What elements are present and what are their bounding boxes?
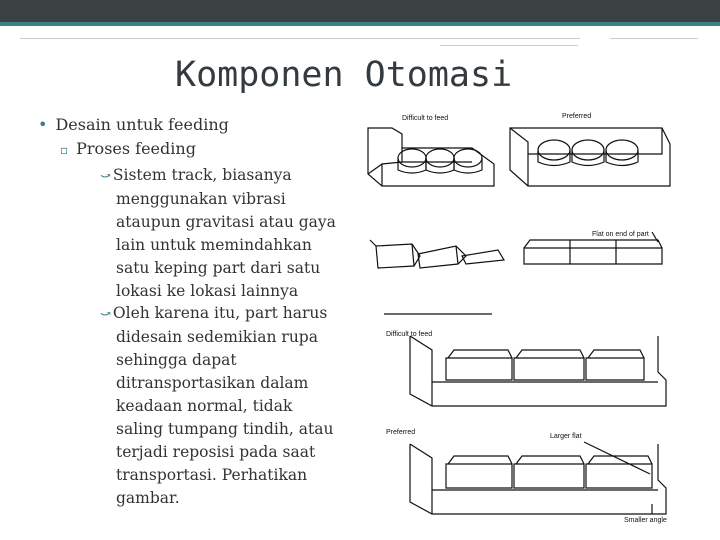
para1-line: lokasi ke lokasi lainnya [116,282,299,300]
para1-line: satu keping part dari satu [116,259,321,277]
label-difficult-bottom: Difficult to feed [386,331,433,338]
bullet2-text: Proses feeding [76,139,196,158]
slide-title: Komponen Otomasi [175,55,513,95]
para2-line: terjadi reposisi pada saat [116,443,316,461]
top-bar [0,0,720,22]
header-line-left [20,38,580,39]
label-preferred-top: Preferred [562,113,592,120]
para2-line: saling tumpang tindih, atau [116,420,334,438]
bullet-dot-icon: • [38,115,48,134]
arrow-bullet-icon: ⤻ [100,169,111,184]
label-smaller-angle: Smaller angle [624,517,667,524]
label-flat-on-end: Flat on end of part [592,231,649,238]
header-line-right [610,38,698,39]
track-flat-parts-difficult [410,336,666,406]
bullet-level2 [60,139,196,158]
para1-line: lain untuk memindahkan [116,236,312,254]
para1-line: ataupun gravitasi atau gaya [116,213,336,231]
para2-line: ditransportasikan dalam [116,374,309,392]
para2-line: sehingga dapat [116,351,237,369]
label-preferred-bottom: Preferred [386,429,416,436]
track-round-parts-preferred [510,128,670,186]
para1-line: menggunakan vibrasi [116,190,286,208]
para2-line: transportasi. Perhatikan [116,466,308,484]
label-difficult-top: Difficult to feed [402,115,449,122]
track-flat-parts-preferred [410,442,666,514]
arrow-bullet-icon: ⤻ [100,307,111,322]
label-larger-flat: Larger flat [550,433,582,440]
para2-line: ⤻ Oleh karena itu, part harus [100,304,328,322]
track-round-parts-difficult [368,128,494,186]
header-line-mid [440,45,578,46]
para2-line: keadaan normal, tidak [116,397,293,415]
bullet-level1 [38,115,229,134]
bullet1-text: Desain untuk feeding [55,115,229,134]
feeding-diagram [362,104,680,528]
top-accent-bar [0,22,720,26]
para1-line: ⤻ Sistem track, biasanya [100,166,292,184]
tilted-flat-parts [370,240,504,268]
paragraph-2 [100,302,333,510]
para2-line: didesain sedemikian rupa [116,328,318,346]
paragraph-1 [100,164,336,303]
para2-line: gambar. [116,489,180,507]
square-bullet-icon: ▫ [60,143,69,157]
